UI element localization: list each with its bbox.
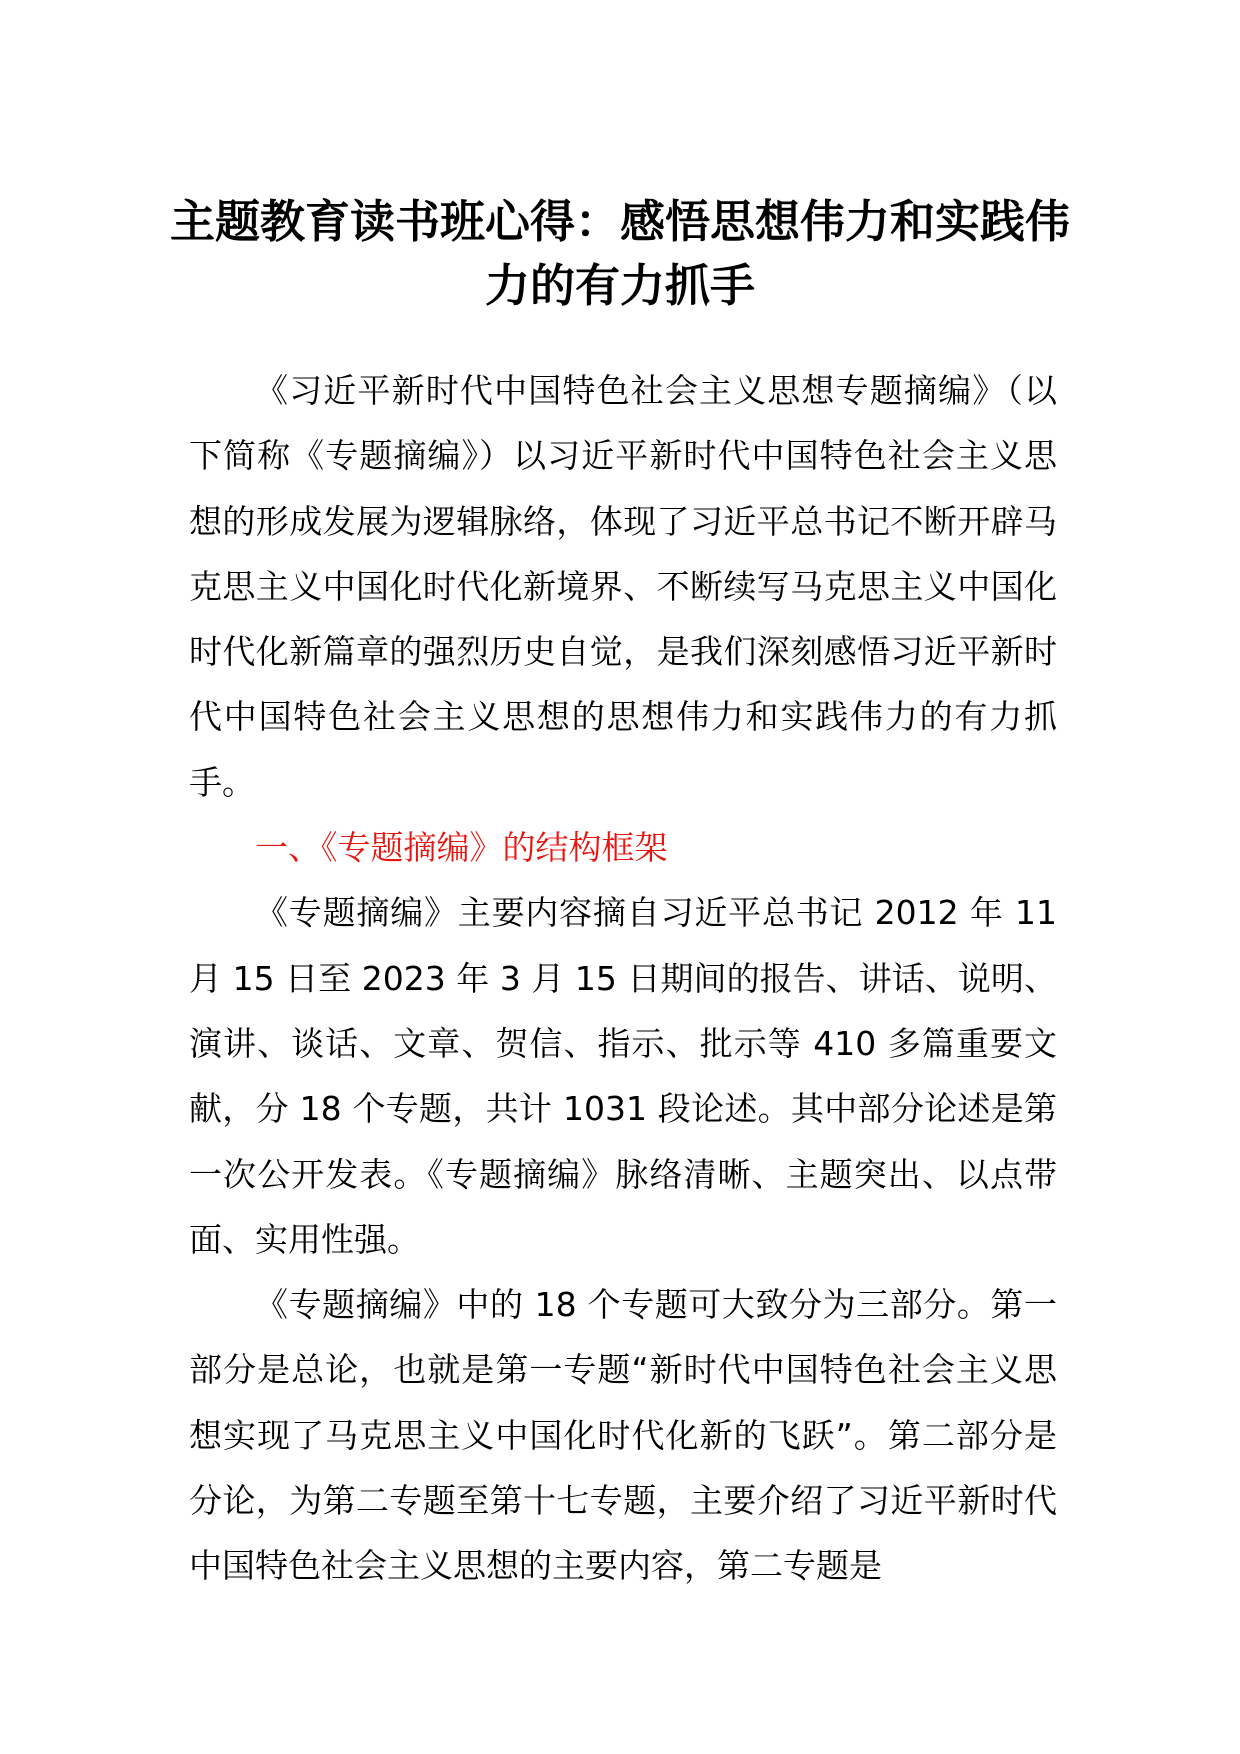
body-paragraph: 《专题摘编》中的 18 个专题可大致分为三部分。第一部分是总论，也就是第一专题“新时代中国特色社会主义思想实现了马克思主义中国化时代化新的飞跃”。第二部分是分论，为第二专题至第十七专题，主要介绍了习近平新时代中国特色社会主义思想的主要内容，第二专题是 — [189, 1285, 1057, 1586]
intro-paragraph: 《习近平新时代中国特色社会主义思想专题摘编》（以下简称《专题摘编》）以习近平新时代中国特色社会主义思想的形成发展为逻辑脉络，体现了习近平总书记不断开辟马克思主义中国化时代化新境界、不断续写马克思主义中国化时代化新篇章的强烈历史自觉，是我们深刻感悟习近平新时代中国特色社会主义思想的思想伟力和实践伟力的有力抓手。 — [189, 371, 1057, 802]
body-paragraph: 《专题摘编》主要内容摘自习近平总书记 2012 年 11 月 15 日至 2023 年 3 月 15 日期间的报告、讲话、说明、演讲、谈话、文章、贺信、指示、批示等 410 多篇重要文献，分 18 个专题，共计 1031 段论述。其中部分论述是第一次公开发表。《专题摘编》脉络清晰、主题突出、以点带面、实用性强。 — [189, 893, 1057, 1259]
document-title: 主题教育读书班心得：感悟思想伟力和实践伟力的有力抓手 — [169, 195, 1070, 312]
document-body — [189, 358, 1057, 1599]
section-heading: 一、《专题摘编》的结构框架 — [255, 828, 668, 868]
